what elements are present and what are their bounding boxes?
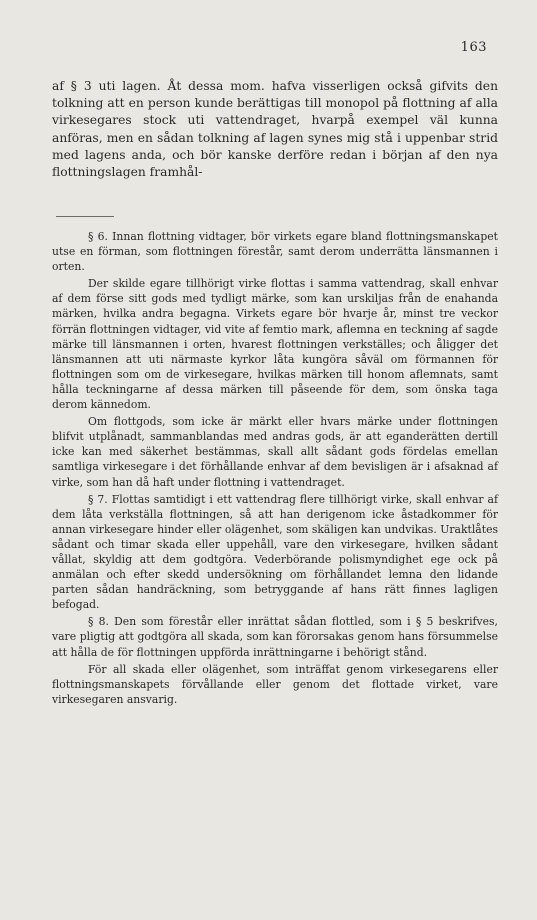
paragraph-marking: Der skilde egare tillhörigt virke flottas i samma vattendrag, skall enhvar af dem förse sitt gods med tydligt märke, som kan urskiljas från de enahanda märken, hvilka andra begagna. Virkets egare bör hvarje år, minst tre veckor förrän flottningen vidtager, vid vite af femtio mark, aflemna en teckning af sagde märke till länsmannen i orten, hvarest flottningen verkställes; och åligger det länsmannen att uti närmaste kyrkor låta kungöra såväl om förmannen för flottningen som om de virkesegare, hvilkas märken till honom aflemnats, samt hålla teckningarne af dessa märken till påseende för dem, som önska taga derom kännedom. (52, 277, 498, 412)
paragraph-section-7: § 7. Flottas samtidigt i ett vattendrag flere tillhörigt virke, skall enhvar af dem låta verkställa flottningen, så att han derigenom icke åstadkommer för annan virkesegare hinder eller olägenhet, som skäligen kan undvikas. Uraktlåtes sådant och timar skada eller uppehåll, vare den virkesegare, hvilken sådant vållat, skyldig att dem godtgöra. Vederbörande polismyndighet ege ock på anmälan och efter skedd undersökning om förhållandet lemna den lidande parten sådan handräckning, som betryggande af hans rätt finnes lagligen befogad. (52, 492, 498, 612)
intro-paragraph: af § 3 uti lagen. Åt dessa mom. hafva visserligen också gifvits den tolkning att en person kunde berättigas till monopol på flottning af alla virkesegares stock uti vattendraget, hvarpå exempel väl kunna anföras, men en sådan tolkning af lagen synes mig stå i uppenbar strid med lagens anda, och bör kanske derföre redan i början af den nya flottningslagen framhål- (52, 79, 498, 180)
law-text-section (52, 229, 498, 709)
paragraph-section-8: § 8. Den som förestår eller inrättat sådan flottled, som i § 5 beskrifves, vare pligtig att godtgöra all skada, som kan förorsakas genom hans försummelse att hålla de för flottningen uppförda inrättningarne i behörigt stånd. (52, 615, 498, 659)
separator-rule (56, 216, 114, 217)
paragraph-liability: För all skada eller olägenhet, som inträffat genom virkesegarens eller flottningsmanskapets förvållande eller genom det flottade virket, vare virkesegaren ansvarig. (52, 662, 498, 706)
paragraph-unmarked-goods: Om flottgods, som icke är märkt eller hvars märke under flottningen blifvit utplånadt, sammanblandas med andras gods, är att eganderätten dertill icke kan med säkerhet bestämmas, skall allt sådant gods fördelas emellan samtliga virkesegare i det förhållande enhvar af dem bevisligen är i afsaknad af virke, som han då haft under flottning i vattendraget. (52, 415, 498, 489)
page-number: 163 (460, 40, 487, 55)
paragraph-section-6: § 6. Innan flottning vidtager, bör virkets egare bland flottningsmanskapet utse en förman, som flottningen förestår, samt derom underrätta länsmannen i orten. (52, 230, 498, 274)
